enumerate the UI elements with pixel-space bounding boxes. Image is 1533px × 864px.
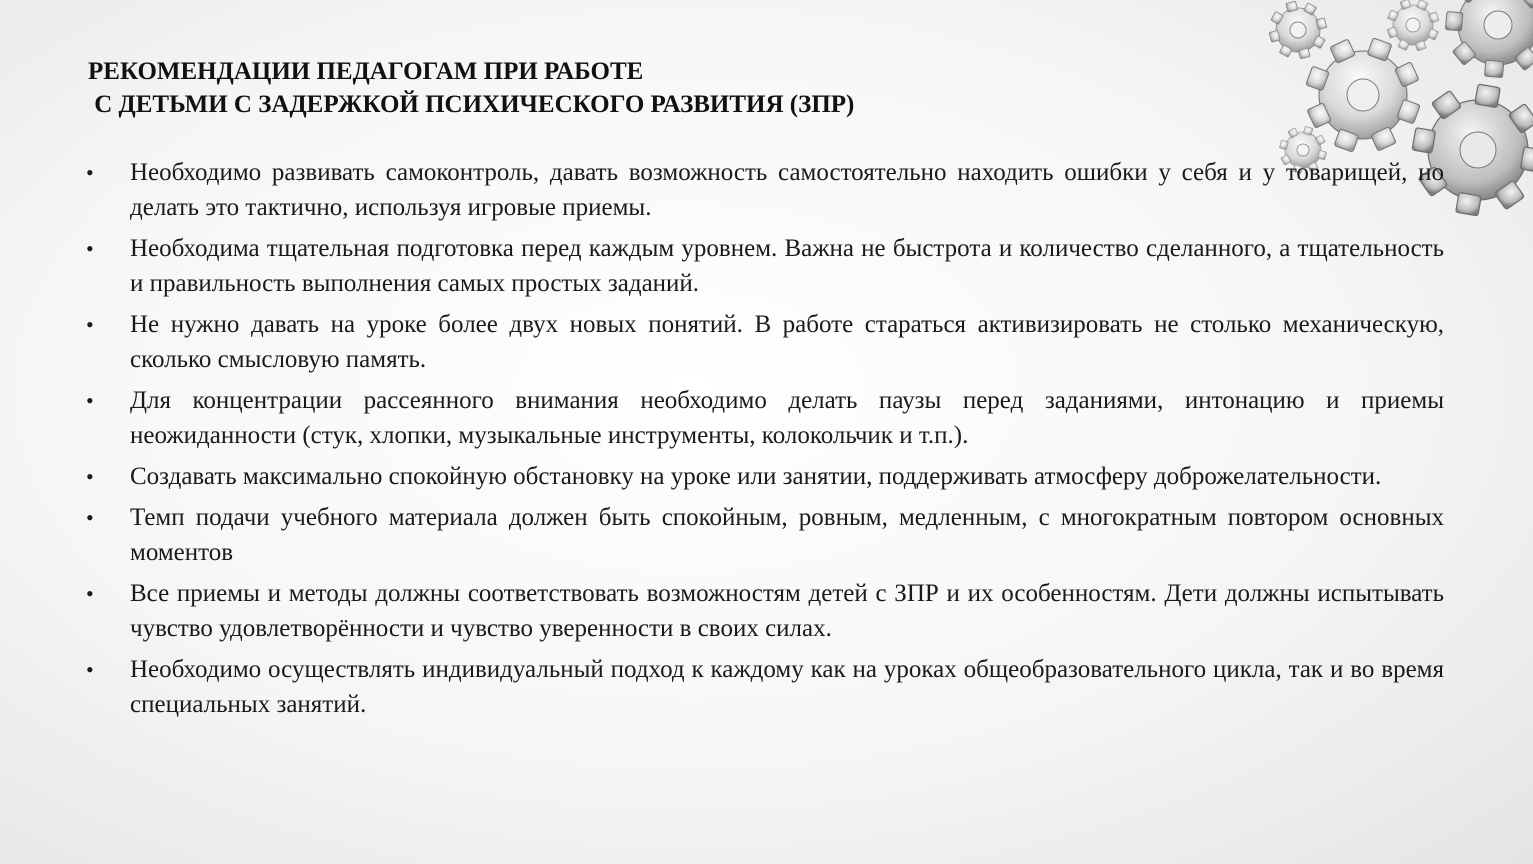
list-item (86, 500, 1444, 570)
page-title (88, 55, 1188, 121)
list-item-text: Необходима тщательная подготовка перед каждым уровнем. Важна не быстрота и количество сделанного, а тщательность и правильность выполнения самых простых заданий. (130, 235, 1444, 297)
list-item-text: Необходимо развивать самоконтроль, давать возможность самостоятельно находить ошибки у себя и у товарищей, но делать это тактично, используя игровые приемы. (130, 159, 1444, 221)
list-item-text: Создавать максимально спокойную обстановку на уроке или занятии, поддерживать атмосферу доброжелательности. (130, 463, 1382, 490)
list-item (86, 652, 1444, 722)
bullet-icon: • (86, 581, 94, 606)
list-item (86, 459, 1444, 494)
list-item (86, 307, 1444, 377)
list-item-text: Необходимо осуществлять индивидуальный подход к каждому как на уроках общеобразовательного цикла, так и во время специальных занятий. (130, 656, 1444, 718)
title-line-1: РЕКОМЕНДАЦИИ ПЕДАГОГАМ ПРИ РАБОТЕ (88, 58, 644, 85)
list-item (86, 155, 1444, 225)
title-line-2: С ДЕТЬМИ С ЗАДЕРЖКОЙ ПСИХИЧЕСКОГО РАЗВИТИЯ (ЗПР) (88, 91, 855, 118)
bullet-icon: • (86, 236, 94, 261)
list-item (86, 383, 1444, 453)
bullet-icon: • (86, 388, 94, 413)
bullet-icon: • (86, 657, 94, 682)
bullet-icon: • (86, 505, 94, 530)
list-item (86, 231, 1444, 301)
bullet-icon: • (86, 160, 94, 185)
bullet-icon: • (86, 312, 94, 337)
bullet-icon: • (86, 464, 94, 489)
list-item-text: Для концентрации рассеянного внимания необходимо делать паузы перед заданиями, интонацию и приемы неожиданности (стук, хлопки, музыкальные инструменты, колокольчик и т.п.). (130, 387, 1444, 449)
recommendations-list (86, 155, 1444, 728)
list-item-text: Все приемы и методы должны соответствовать возможностям детей с ЗПР и их особенностям. Дети должны испытывать чувство удовлетворённости и чувство уверенности в своих силах. (130, 580, 1444, 642)
list-item-text: Темп подачи учебного материала должен быть спокойным, ровным, медленным, с многократным повтором основных моментов (130, 504, 1444, 566)
list-item (86, 576, 1444, 646)
list-item-text: Не нужно давать на уроке более двух новых понятий. В работе стараться активизировать не столько механическую, сколько смысловую память. (130, 311, 1444, 373)
